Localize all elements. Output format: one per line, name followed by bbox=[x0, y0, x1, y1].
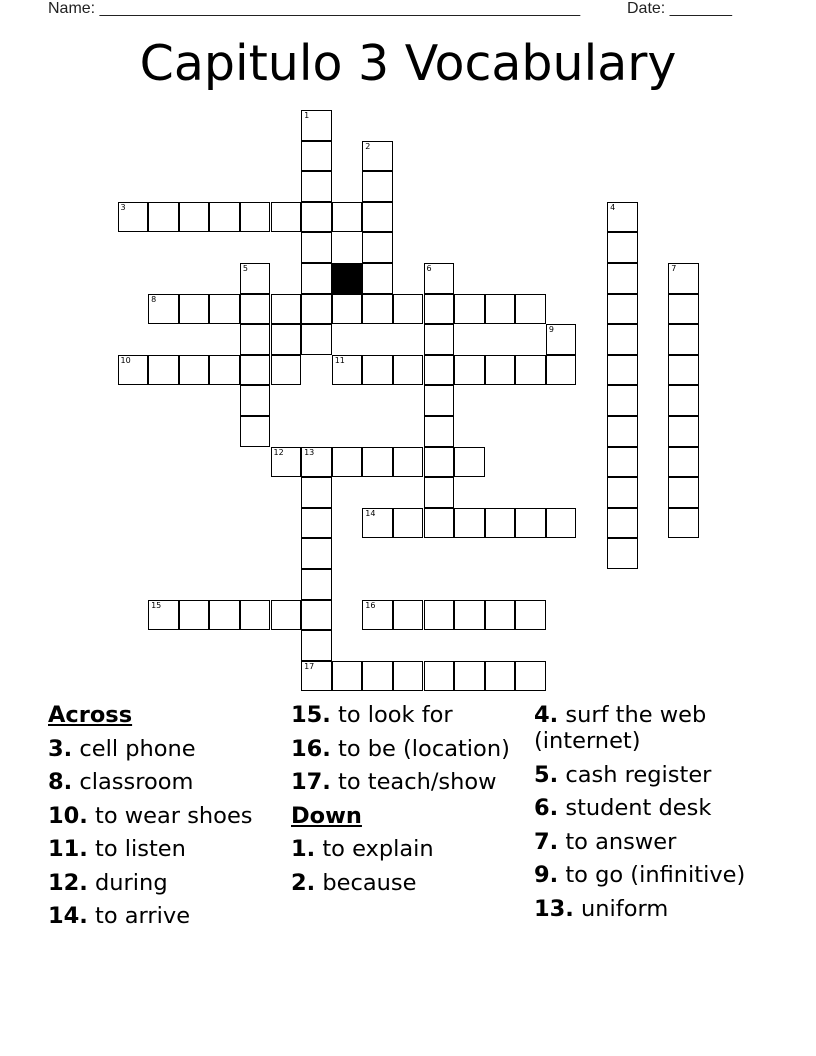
clue-number: 6 bbox=[426, 264, 432, 273]
crossword-cell[interactable] bbox=[148, 600, 179, 631]
clue-number: 11 bbox=[334, 355, 345, 365]
crossword-cell[interactable] bbox=[209, 600, 240, 631]
clue-across-14: 14. to arrive bbox=[48, 903, 191, 929]
crossword-cell[interactable] bbox=[515, 508, 546, 539]
crossword-cell[interactable] bbox=[668, 416, 699, 447]
crossword-cell[interactable] bbox=[301, 508, 332, 539]
crossword-cell[interactable] bbox=[271, 600, 302, 631]
crossword-cell[interactable] bbox=[179, 294, 210, 325]
crossword-cell[interactable] bbox=[271, 447, 302, 478]
crossword-cell[interactable] bbox=[424, 263, 455, 294]
clue-number: 12 bbox=[273, 447, 284, 457]
clue-number: 8 bbox=[151, 294, 157, 304]
clue-number: 15 bbox=[151, 600, 162, 610]
crossword-cell[interactable] bbox=[668, 508, 699, 539]
clue-number: 16 bbox=[365, 600, 376, 610]
crossword-cell[interactable] bbox=[362, 661, 393, 692]
crossword-cell[interactable] bbox=[332, 355, 363, 386]
crossword-cell[interactable] bbox=[515, 600, 546, 631]
crossword-cell[interactable] bbox=[362, 508, 393, 539]
clue-across-12: 12. during bbox=[48, 869, 168, 896]
clue-down-9: 9. to go (infinitive) bbox=[534, 862, 746, 888]
clue-down-13: 13. uniform bbox=[534, 895, 669, 922]
crossword-cell[interactable] bbox=[362, 447, 393, 478]
crossword-cell[interactable] bbox=[179, 600, 210, 631]
crossword-cell[interactable] bbox=[668, 477, 699, 508]
crossword-cell[interactable] bbox=[454, 355, 485, 386]
crossword-cell[interactable] bbox=[424, 355, 455, 386]
clue-column-3 bbox=[534, 702, 774, 929]
clue-number: 4 bbox=[610, 202, 616, 212]
crossword-cell[interactable] bbox=[424, 508, 455, 539]
page-title: Capitulo 3 Vocabulary bbox=[139, 35, 677, 92]
clue-number: 2 bbox=[365, 141, 371, 151]
crossword-cell[interactable] bbox=[485, 294, 516, 325]
crossword-cell[interactable] bbox=[362, 232, 393, 263]
crossword-cell[interactable] bbox=[424, 477, 455, 508]
crossword-cell[interactable] bbox=[148, 355, 179, 386]
crossword-cell[interactable] bbox=[607, 263, 638, 294]
crossword-cell[interactable] bbox=[179, 355, 210, 386]
crossword-cell[interactable] bbox=[485, 600, 516, 631]
crossword-cell[interactable] bbox=[362, 202, 393, 233]
crossword-cell[interactable] bbox=[271, 355, 302, 386]
crossword-cell[interactable] bbox=[301, 232, 332, 263]
clue-column-2 bbox=[291, 702, 531, 903]
crossword-cell[interactable] bbox=[148, 202, 179, 233]
crossword-cell[interactable] bbox=[424, 600, 455, 631]
crossword-cell[interactable] bbox=[301, 630, 332, 661]
crossword-cell[interactable] bbox=[209, 294, 240, 325]
clue-down-7: 7. to answer bbox=[534, 828, 677, 855]
clue-number: 10 bbox=[120, 355, 131, 365]
crossword-cell[interactable] bbox=[424, 416, 455, 447]
crossword-cell[interactable] bbox=[240, 324, 271, 355]
clue-number: 1 bbox=[304, 111, 310, 120]
clue-number: 5 bbox=[242, 264, 248, 273]
crossword-cell[interactable] bbox=[240, 294, 271, 325]
crossword-cell[interactable] bbox=[607, 355, 638, 386]
crossword-cell[interactable] bbox=[148, 294, 179, 325]
crossword-cell[interactable] bbox=[607, 324, 638, 355]
crossword-cell[interactable] bbox=[118, 355, 149, 386]
crossword-cell[interactable] bbox=[271, 294, 302, 325]
crossword-cell[interactable] bbox=[301, 263, 332, 294]
crossword-cell[interactable] bbox=[668, 447, 699, 478]
crossword-cell[interactable] bbox=[209, 202, 240, 233]
crossword-cell[interactable] bbox=[240, 263, 271, 294]
crossword-cell[interactable] bbox=[332, 294, 363, 325]
crossword-cell[interactable] bbox=[485, 661, 516, 692]
crossword-cell[interactable] bbox=[301, 600, 332, 631]
crossword-cell[interactable] bbox=[301, 110, 332, 141]
crossword-cell[interactable] bbox=[393, 508, 424, 539]
crossword-cell[interactable] bbox=[607, 385, 638, 416]
crossword-cell[interactable] bbox=[362, 600, 393, 631]
crossword-cell[interactable] bbox=[607, 232, 638, 263]
crossword-cell[interactable] bbox=[271, 202, 302, 233]
crossword-cell[interactable] bbox=[362, 294, 393, 325]
crossword-cell[interactable] bbox=[454, 508, 485, 539]
crossword-cell[interactable] bbox=[485, 508, 516, 539]
name-field-label: Name: ______________________________________________________ bbox=[48, 0, 581, 17]
clue-across-15: 15. to look for bbox=[291, 702, 453, 728]
clue-across-10: 10. to wear shoes bbox=[48, 802, 253, 829]
clue-down-4: 4. surf the web (internet) bbox=[534, 702, 707, 754]
crossword-cell[interactable] bbox=[240, 385, 271, 416]
crossword-cell[interactable] bbox=[546, 324, 577, 355]
crossword-cell[interactable] bbox=[301, 447, 332, 478]
crossword-cell[interactable] bbox=[393, 600, 424, 631]
crossword-cell[interactable] bbox=[393, 661, 424, 692]
crossword-cell[interactable] bbox=[424, 294, 455, 325]
clue-number: 17 bbox=[304, 661, 315, 671]
crossword-cell[interactable] bbox=[332, 202, 363, 233]
crossword-cell[interactable] bbox=[668, 324, 699, 355]
clue-column-1 bbox=[48, 702, 288, 937]
crossword-cell[interactable] bbox=[424, 661, 455, 692]
crossword-cell[interactable] bbox=[607, 416, 638, 447]
crossword-cell[interactable] bbox=[301, 538, 332, 569]
clue-number: 13 bbox=[304, 447, 315, 457]
clue-across-11: 11. to listen bbox=[48, 836, 186, 862]
crossword-block bbox=[332, 263, 363, 294]
crossword-cell[interactable] bbox=[668, 294, 699, 325]
crossword-cell[interactable] bbox=[546, 355, 577, 386]
crossword-cell[interactable] bbox=[515, 355, 546, 386]
crossword-cell[interactable] bbox=[424, 324, 455, 355]
clue-down-1: 1. to explain bbox=[291, 836, 434, 862]
crossword-cell[interactable] bbox=[209, 355, 240, 386]
crossword-cell[interactable] bbox=[424, 385, 455, 416]
crossword-cell[interactable] bbox=[362, 355, 393, 386]
crossword-cell[interactable] bbox=[607, 508, 638, 539]
crossword-cell[interactable] bbox=[332, 661, 363, 692]
clue-number: 14 bbox=[365, 508, 376, 518]
crossword-cell[interactable] bbox=[454, 294, 485, 325]
crossword-cell[interactable] bbox=[454, 447, 485, 478]
crossword-cell[interactable] bbox=[454, 661, 485, 692]
crossword-cell[interactable] bbox=[362, 263, 393, 294]
crossword-cell[interactable] bbox=[393, 447, 424, 478]
clue-across-17: 17. to teach/show bbox=[291, 769, 497, 795]
clue-down-5: 5. cash register bbox=[534, 761, 712, 788]
crossword-cell[interactable] bbox=[607, 294, 638, 325]
clue-across-16: 16. to be (location) bbox=[291, 735, 510, 762]
clue-number: 9 bbox=[548, 325, 554, 335]
crossword-cell[interactable] bbox=[301, 324, 332, 355]
clue-across-3: 3. cell phone bbox=[48, 735, 196, 762]
crossword-cell[interactable] bbox=[301, 477, 332, 508]
crossword-cell[interactable] bbox=[485, 355, 516, 386]
across-heading: Across bbox=[48, 702, 133, 728]
crossword-cell[interactable] bbox=[179, 202, 210, 233]
crossword-cell[interactable] bbox=[607, 202, 638, 233]
crossword-cell[interactable] bbox=[240, 600, 271, 631]
crossword-cell[interactable] bbox=[332, 447, 363, 478]
crossword-cell[interactable] bbox=[301, 661, 332, 692]
clue-number: 3 bbox=[120, 202, 126, 212]
clue-across-8: 8. classroom bbox=[48, 769, 194, 795]
crossword-cell[interactable] bbox=[362, 171, 393, 202]
crossword-cell[interactable] bbox=[668, 385, 699, 416]
crossword-cell[interactable] bbox=[301, 141, 332, 172]
crossword-cell[interactable] bbox=[607, 447, 638, 478]
crossword-cell[interactable] bbox=[301, 171, 332, 202]
crossword-cell[interactable] bbox=[668, 263, 699, 294]
crossword-cell[interactable] bbox=[607, 538, 638, 569]
crossword-cell[interactable] bbox=[118, 202, 149, 233]
down-heading: Down bbox=[291, 802, 362, 829]
crossword-cell[interactable] bbox=[301, 202, 332, 233]
crossword-cell[interactable] bbox=[515, 661, 546, 692]
crossword-cell[interactable] bbox=[454, 600, 485, 631]
crossword-cell[interactable] bbox=[240, 416, 271, 447]
crossword-cell[interactable] bbox=[424, 447, 455, 478]
crossword-cell[interactable] bbox=[271, 324, 302, 355]
clue-down-6: 6. student desk bbox=[534, 795, 712, 821]
crossword-cell[interactable] bbox=[668, 355, 699, 386]
clue-number: 7 bbox=[671, 264, 677, 273]
crossword-cell[interactable] bbox=[393, 355, 424, 386]
crossword-cell[interactable] bbox=[240, 355, 271, 386]
crossword-cell[interactable] bbox=[362, 141, 393, 172]
clue-down-2: 2. because bbox=[291, 869, 417, 896]
crossword-cell[interactable] bbox=[301, 294, 332, 325]
crossword-cell[interactable] bbox=[515, 294, 546, 325]
date-field-label: Date: _______ bbox=[627, 0, 732, 17]
crossword-cell[interactable] bbox=[546, 508, 577, 539]
crossword-cell[interactable] bbox=[240, 202, 271, 233]
crossword-cell[interactable] bbox=[607, 477, 638, 508]
crossword-cell[interactable] bbox=[393, 294, 424, 325]
crossword-cell[interactable] bbox=[301, 569, 332, 600]
